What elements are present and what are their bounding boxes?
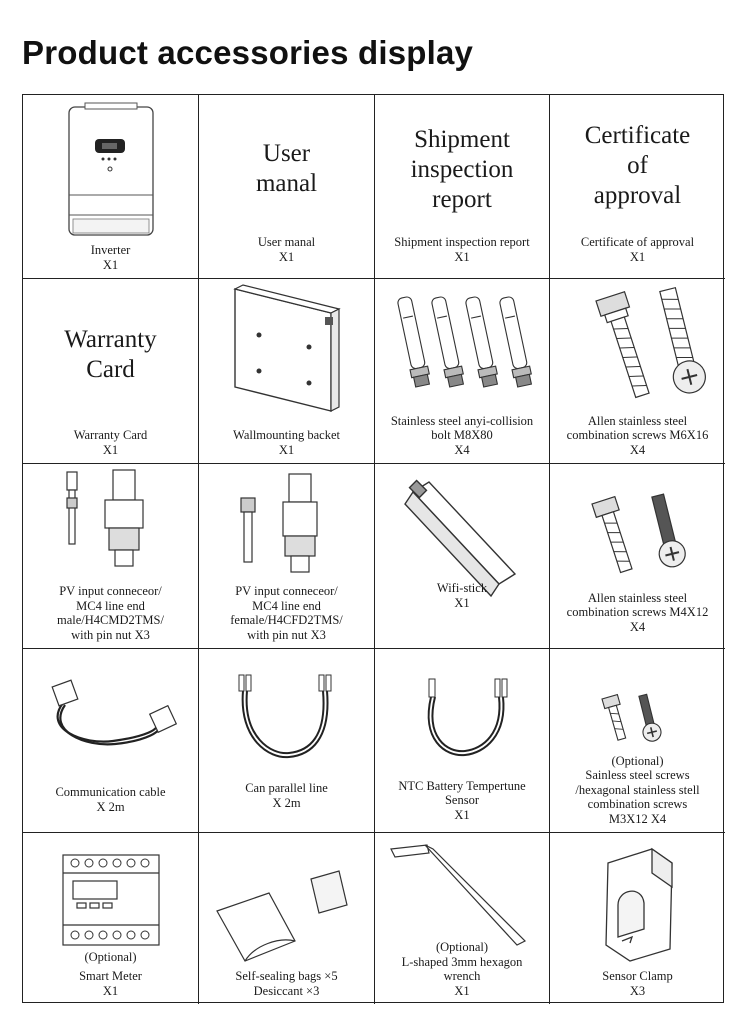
cell-hex-wrench bbox=[375, 833, 550, 1004]
caption: (Optional) Smart Meter X1 bbox=[79, 949, 142, 998]
cell-inverter bbox=[23, 95, 199, 279]
cell-mc4-female bbox=[199, 464, 375, 649]
caption: Allen stainless steel combination screws M6X16 X4 bbox=[566, 413, 709, 457]
caption: Allen stainless steel combination screws M4X12 X4 bbox=[566, 590, 709, 634]
big-label: Warranty Card bbox=[64, 326, 157, 383]
cell-anchor-bolts bbox=[375, 279, 550, 464]
cell-wall-bracket bbox=[199, 279, 375, 464]
caption: Can parallel line X 2m bbox=[245, 781, 328, 810]
caption: Communication cable X 2m bbox=[55, 785, 166, 814]
cell-can-parallel-line bbox=[199, 649, 375, 833]
cell-user-manual bbox=[199, 95, 375, 279]
cell-ntc-sensor bbox=[375, 649, 550, 833]
caption: PV input conneceor/ MC4 line end male/H4CMD2TMS/ with pin nut X3 bbox=[57, 584, 164, 642]
page-title: Product accessories display bbox=[22, 34, 474, 71]
caption: Wifi-stick X1 bbox=[436, 581, 488, 610]
accessories-grid bbox=[22, 94, 724, 1003]
caption: Stainless steel anyi-collision bolt M8X80 X4 bbox=[390, 413, 534, 457]
caption: Certificate of approval X1 bbox=[580, 235, 695, 264]
caption: User manal X1 bbox=[257, 235, 316, 264]
cell-smart-meter bbox=[23, 833, 199, 1004]
wifi-stick-illustration bbox=[375, 464, 550, 649]
cell-sensor-clamp bbox=[550, 833, 725, 1004]
big-label: Shipment inspection report bbox=[410, 126, 514, 213]
cell-certificate bbox=[550, 95, 725, 279]
caption: NTC Battery Tempertune Sensor X1 bbox=[398, 778, 526, 822]
caption: Self-sealing bags ×5 Desiccant ×3 bbox=[235, 969, 338, 998]
cell-mc4-male bbox=[23, 464, 199, 649]
caption: Inverter X1 bbox=[90, 243, 131, 272]
caption: PV input conneceor/ MC4 line end female/H4CFD2TMS/ with pin nut X3 bbox=[230, 584, 343, 642]
caption: Warranty Card X1 bbox=[73, 428, 148, 457]
caption: Shipment inspection report X1 bbox=[394, 235, 530, 264]
cell-warranty-card bbox=[23, 279, 199, 464]
cell-wifi-stick bbox=[375, 464, 550, 649]
cell-shipment-report bbox=[375, 95, 550, 279]
cell-communication-cable bbox=[23, 649, 199, 833]
cell-m4-screws bbox=[550, 464, 725, 649]
caption: Sensor Clamp X3 bbox=[602, 969, 673, 998]
caption: (Optional) L-shaped 3mm hexagon wrench X1 bbox=[401, 940, 523, 998]
big-label: Certificate of approval bbox=[584, 122, 691, 209]
cell-bags-desiccant bbox=[199, 833, 375, 1004]
cell-m6-screws bbox=[550, 279, 725, 464]
big-label: User manal bbox=[255, 140, 318, 197]
caption: (Optional) Sainless steel screws /hexagonal stainless stell combination screws M3X12 X4 bbox=[575, 753, 700, 826]
cell-m3-screws bbox=[550, 649, 725, 833]
caption: Wallmounting backet X1 bbox=[233, 428, 340, 457]
